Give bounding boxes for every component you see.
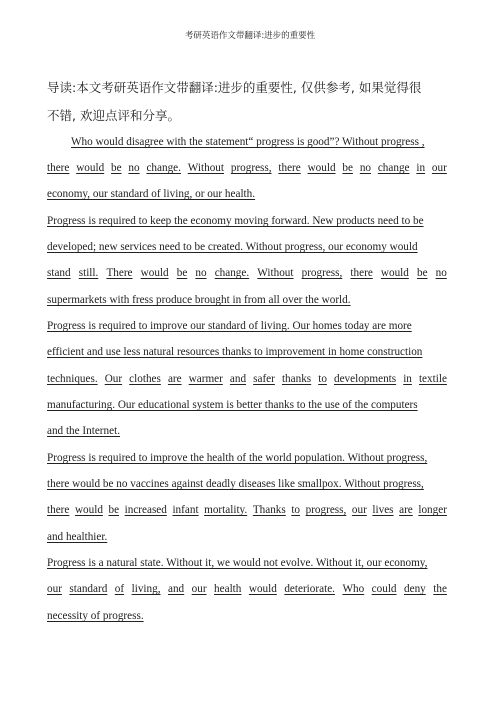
- body-word: no: [195, 267, 207, 279]
- body-word: change: [377, 162, 410, 174]
- body-word: are: [399, 504, 413, 516]
- body-word: developments: [333, 373, 397, 385]
- body-word: Our: [104, 373, 123, 385]
- body-word: would: [248, 583, 277, 595]
- body-text-line: [47, 501, 447, 519]
- body-word: would: [307, 162, 336, 174]
- body-word: our: [47, 583, 62, 595]
- body-word: and: [229, 373, 247, 385]
- body-word: warmer: [188, 373, 223, 385]
- body-word: in: [416, 162, 426, 174]
- body-word: longer: [418, 504, 447, 516]
- body-word: still.: [78, 267, 99, 279]
- body-word: progress,: [301, 267, 343, 279]
- body-text-line: manufacturing. Our educational system is better thanks to the use of the computers: [47, 399, 418, 411]
- body-text-line: Progress is required to improve the health of the world population. Without progress,: [47, 452, 428, 464]
- body-word: deny: [404, 583, 426, 595]
- body-word: of: [114, 583, 125, 595]
- body-word: Who: [342, 583, 365, 595]
- body-word: our: [431, 162, 447, 174]
- body-word: be: [108, 504, 120, 516]
- body-word: thanks: [281, 373, 312, 385]
- body-word: are: [167, 373, 182, 385]
- body-word: would: [76, 162, 105, 174]
- body-text-line: [47, 264, 447, 282]
- body-word: stand: [47, 267, 71, 279]
- body-word: and: [168, 583, 185, 595]
- body-text-line: efficient and use less natural resources thanks to improvement in home construction: [47, 346, 423, 358]
- body-word: clothes: [129, 373, 161, 385]
- body-text-line: economy, our standard of living, or our health.: [47, 188, 256, 200]
- body-text-line: Progress is required to improve our standard of living. Our homes today are more: [47, 320, 412, 332]
- body-word: infant: [172, 504, 199, 516]
- body-word: textile: [418, 373, 447, 385]
- body-word: Without: [187, 162, 224, 174]
- body-word: change.: [214, 267, 250, 279]
- body-word: progress,: [230, 162, 272, 174]
- body-word: be: [416, 267, 428, 279]
- body-word: to: [291, 504, 301, 516]
- body-word: in: [403, 373, 412, 385]
- body-text-line: supermarkets with fress produce brought in from all over the world.: [47, 294, 351, 306]
- body-word: be: [176, 267, 188, 279]
- body-word: Thanks: [252, 504, 286, 516]
- body-word: would: [380, 267, 409, 279]
- body-word: would: [140, 267, 169, 279]
- body-word: techniques.: [47, 373, 98, 385]
- body-word: the: [433, 583, 447, 595]
- body-word: increased: [124, 504, 167, 516]
- body-word: progress,: [305, 504, 347, 516]
- body-word: mortality.: [204, 504, 248, 516]
- body-text-line: developed; new services need to be created. Without progress, our economy would: [47, 241, 418, 253]
- body-word: health: [214, 583, 242, 595]
- body-word: be: [342, 162, 353, 174]
- body-word: living,: [131, 583, 161, 595]
- body-text-line: Who would disagree with the statement“ progress is good”? Without progress ,: [71, 136, 425, 148]
- body-word: safer: [253, 373, 275, 385]
- body-text-line: necessity of progress.: [47, 610, 144, 622]
- body-word: there: [47, 162, 70, 174]
- body-word: to: [318, 373, 327, 385]
- body-word: standard: [69, 583, 108, 595]
- body-word: there: [278, 162, 301, 174]
- body-text-line: and the Internet.: [47, 425, 120, 437]
- body-word: there: [47, 504, 70, 516]
- body-word: There: [106, 267, 133, 279]
- page-header-title: 考研英语作文带翻译:进步的重要性: [184, 31, 316, 41]
- body-word: deteriorate.: [284, 583, 335, 595]
- body-word: no: [128, 162, 140, 174]
- body-word: our: [191, 583, 207, 595]
- lead-line-1: 导读:本文考研英语作文带翻译:进步的重要性, 仅供参考, 如果觉得很: [47, 80, 422, 95]
- body-word: no: [359, 162, 371, 174]
- body-text-line: Progress is a natural state. Without it, we would not evolve. Without it, our economy,: [47, 557, 428, 569]
- body-word: could: [371, 583, 397, 595]
- body-word: be: [111, 162, 122, 174]
- body-text-line: [47, 580, 447, 598]
- body-text-line: there would be no vaccines against deadly diseases like smallpox. Without progress,: [47, 478, 424, 490]
- body-word: no: [435, 267, 447, 279]
- lead-line-2: 不错, 欢迎点评和分享。: [47, 108, 180, 123]
- body-text-line: [47, 159, 447, 177]
- body-word: change.: [146, 162, 181, 174]
- body-word: would: [74, 504, 103, 516]
- body-word: Without: [257, 267, 294, 279]
- body-word: there: [350, 267, 373, 279]
- body-text-line: Progress is required to keep the economy moving forward. New products need to be: [47, 215, 424, 227]
- body-text-line: [47, 370, 447, 388]
- body-word: our: [351, 504, 367, 516]
- body-text-line: and healthier.: [47, 531, 108, 543]
- body-word: lives: [372, 504, 394, 516]
